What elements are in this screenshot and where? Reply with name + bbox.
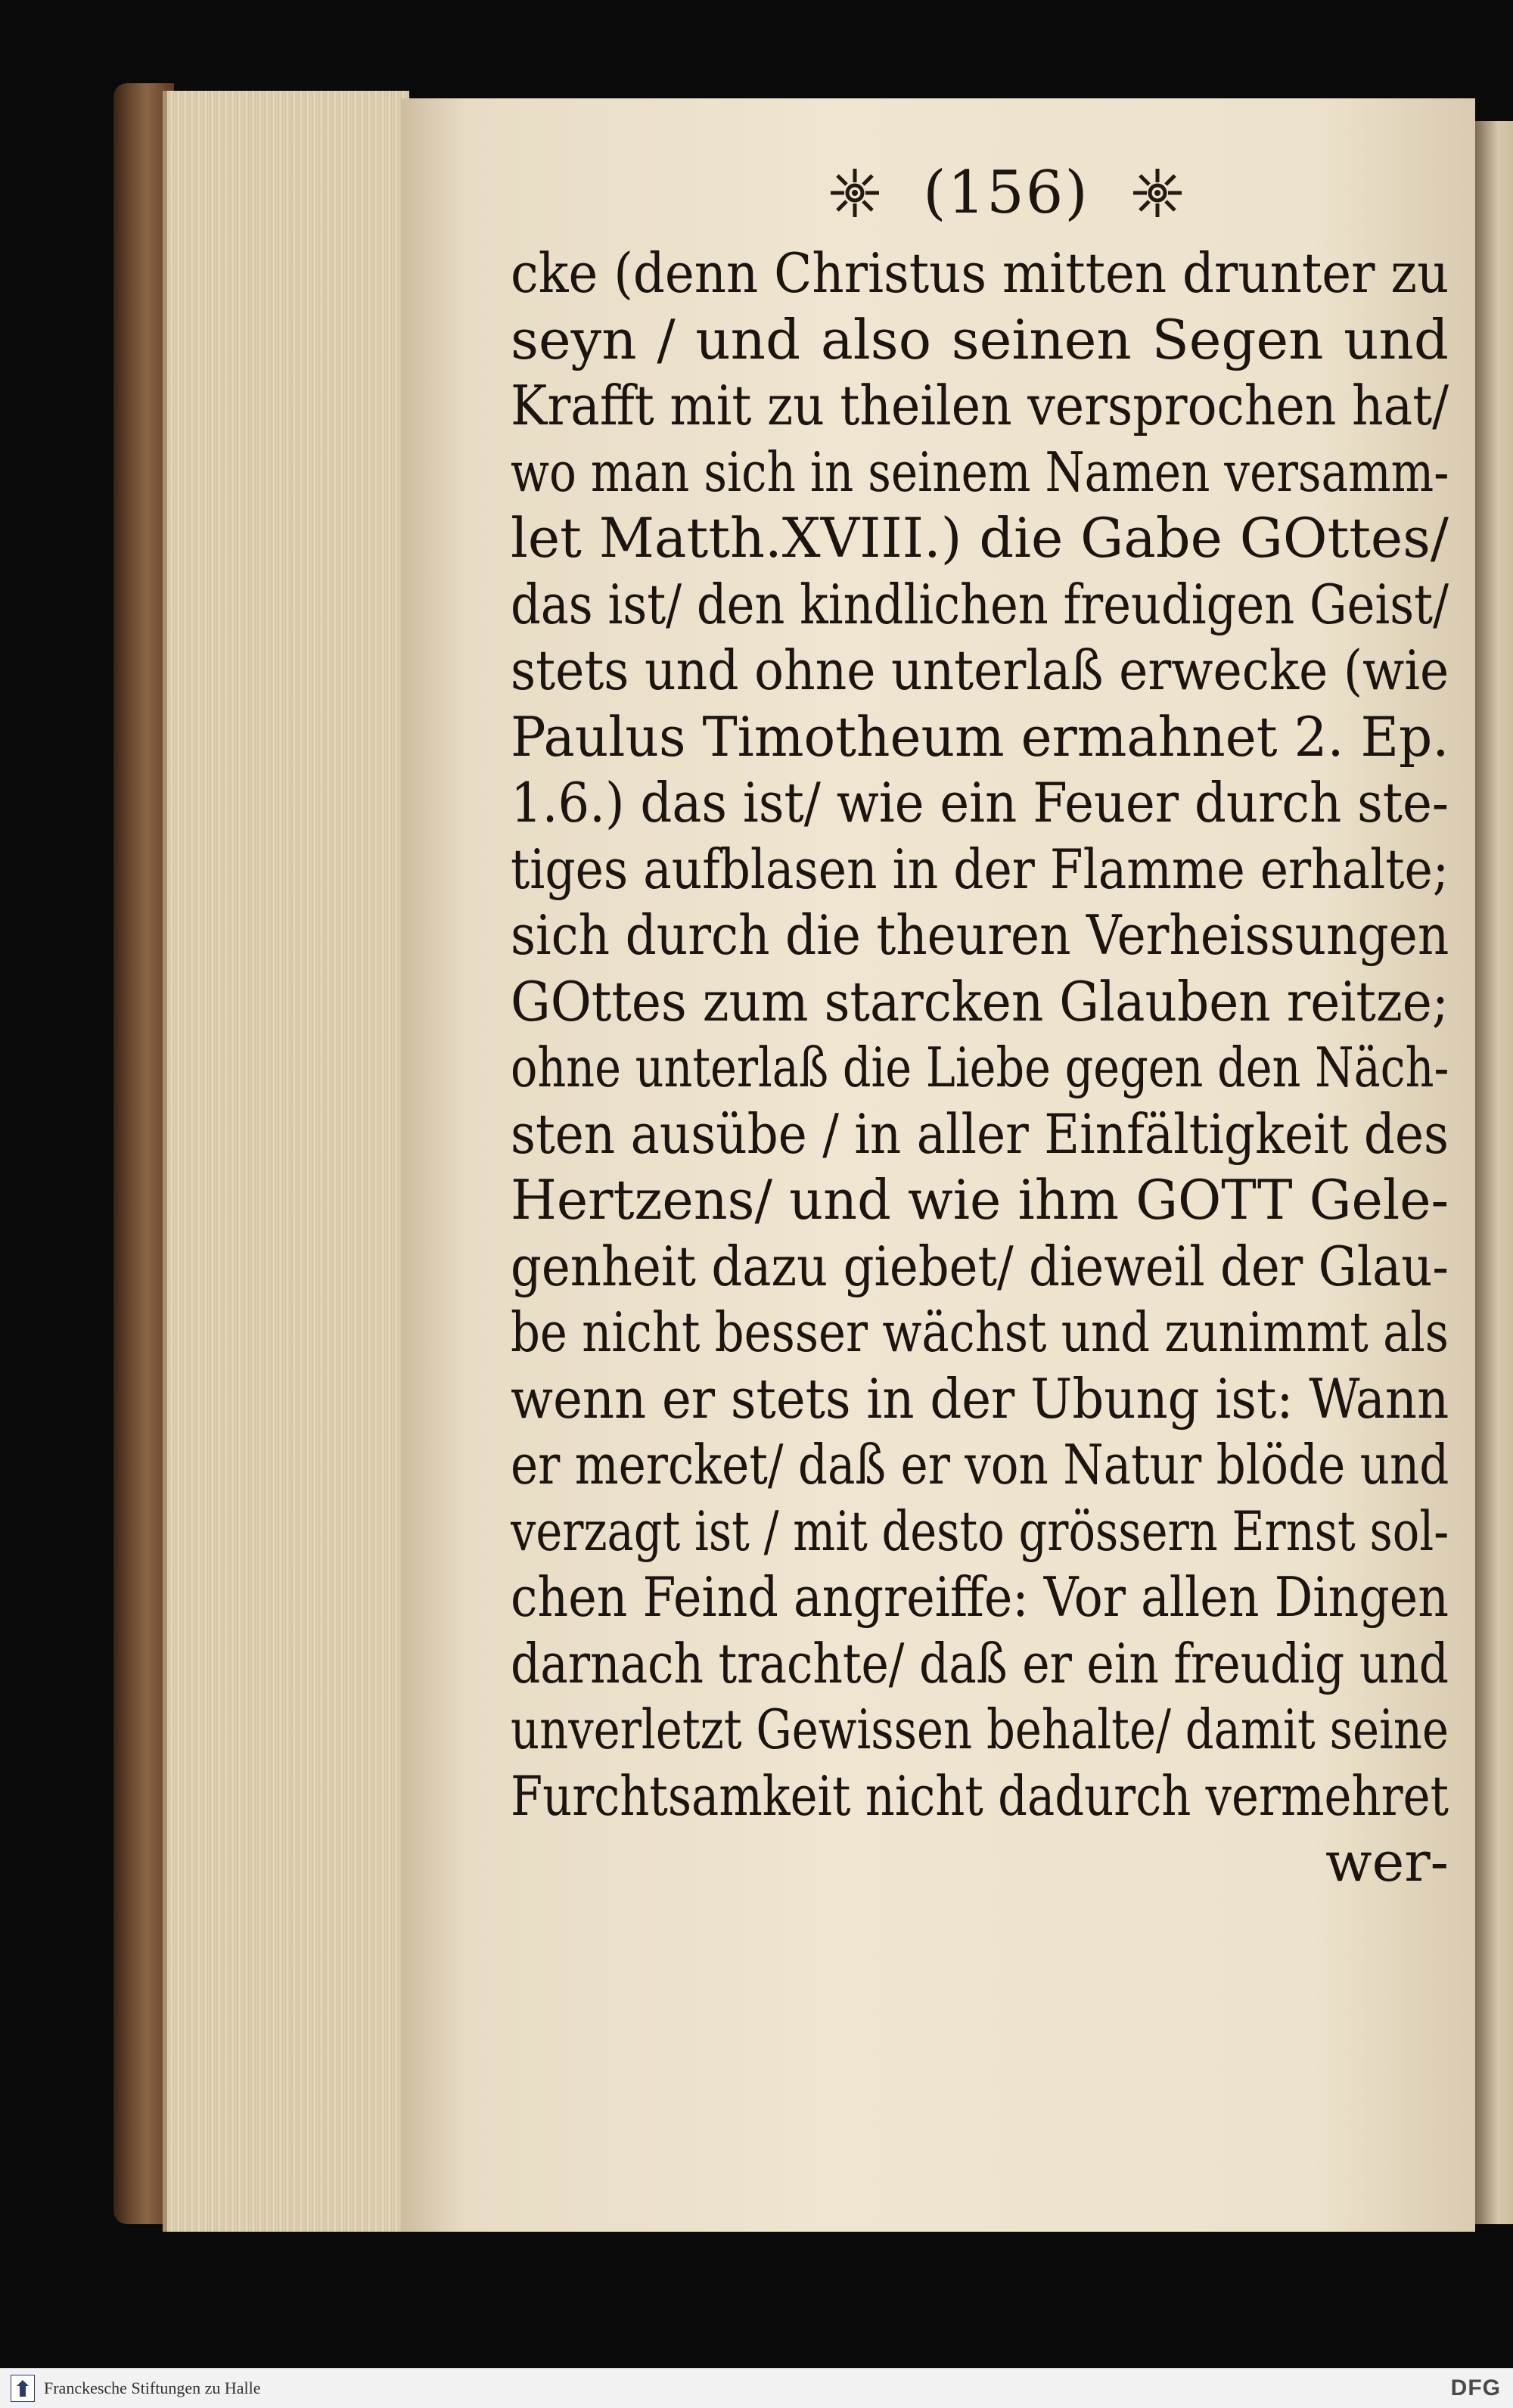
institution-credit[interactable] — [0, 2375, 261, 2402]
text-line: Furchtsamkeit nicht dadurch vermehret — [511, 1763, 1449, 1828]
text-line: 1.6.) das ist/ wie ein Feuer durch ste- — [511, 771, 1449, 834]
catchword: wer- — [1325, 1830, 1449, 1894]
text-line: ohne unterlaß die Liebe gegen den Näch- — [511, 1036, 1449, 1099]
page-body-text — [511, 241, 1449, 1896]
facing-page-edge — [1475, 121, 1513, 2224]
text-line: cke (denn Christus mitten drunter zu — [511, 241, 1449, 305]
text-line: chen Feind angreiffe: Vor allen Dingen — [511, 1565, 1449, 1629]
page-block-edge — [163, 91, 409, 2232]
text-line: genheit dazu giebet/ dieweil der Glau- — [511, 1234, 1449, 1298]
text-line: Paulus Timotheum ermahnet 2. Ep. — [511, 704, 1449, 769]
dfg-logo[interactable]: DFG — [1450, 2375, 1501, 2400]
page-number: (156) — [923, 159, 1089, 227]
text-line: er mercket/ daß er von Natur blöde und — [511, 1433, 1449, 1496]
text-line: Krafft mit zu theilen versprochen hat/ — [511, 374, 1449, 437]
text-line: be nicht besser wächst und zunimmt als — [511, 1300, 1449, 1364]
text-line: stets und ohne unterlaß erwecke (wie — [511, 639, 1449, 702]
franckesche-stiftungen-logo-icon — [11, 2375, 35, 2402]
text-line: das ist/ den kindlichen freudigen Geist/ — [511, 572, 1449, 636]
text-line: darnach trachte/ daß er ein freudig und — [511, 1631, 1449, 1695]
text-line: GOttes zum starcken Glauben reitze; — [511, 969, 1449, 1033]
text-line: seyn / und also seinen Segen und — [511, 307, 1449, 371]
text-line: tiges aufblasen in der Flamme erhalte; — [511, 837, 1449, 901]
text-line: unverletzt Gewissen behalte/ damit seine — [511, 1698, 1449, 1761]
text-line: Hertzens/ und wie ihm GOTT Gele- — [511, 1168, 1449, 1232]
text-line: wenn er stets in der Ubung ist: Wann — [511, 1366, 1449, 1431]
flower-ornament-icon — [825, 163, 885, 223]
text-line: sich durch die theuren Verheissungen — [511, 903, 1449, 967]
text-line: let Matth.XVIII.) die Gabe GOttes/ — [511, 506, 1449, 570]
page-header — [825, 151, 1188, 235]
text-line: wo man sich in seinem Namen versamm- — [511, 440, 1449, 504]
text-line: verzagt ist / mit desto grössern Ernst sol- — [511, 1499, 1449, 1563]
viewer-footer — [0, 2368, 1513, 2408]
institution-name: Franckesche Stiftungen zu Halle — [44, 2378, 261, 2397]
flower-ornament-icon — [1127, 163, 1188, 223]
text-line: sten ausübe / in aller Einfältigkeit des — [511, 1101, 1449, 1166]
